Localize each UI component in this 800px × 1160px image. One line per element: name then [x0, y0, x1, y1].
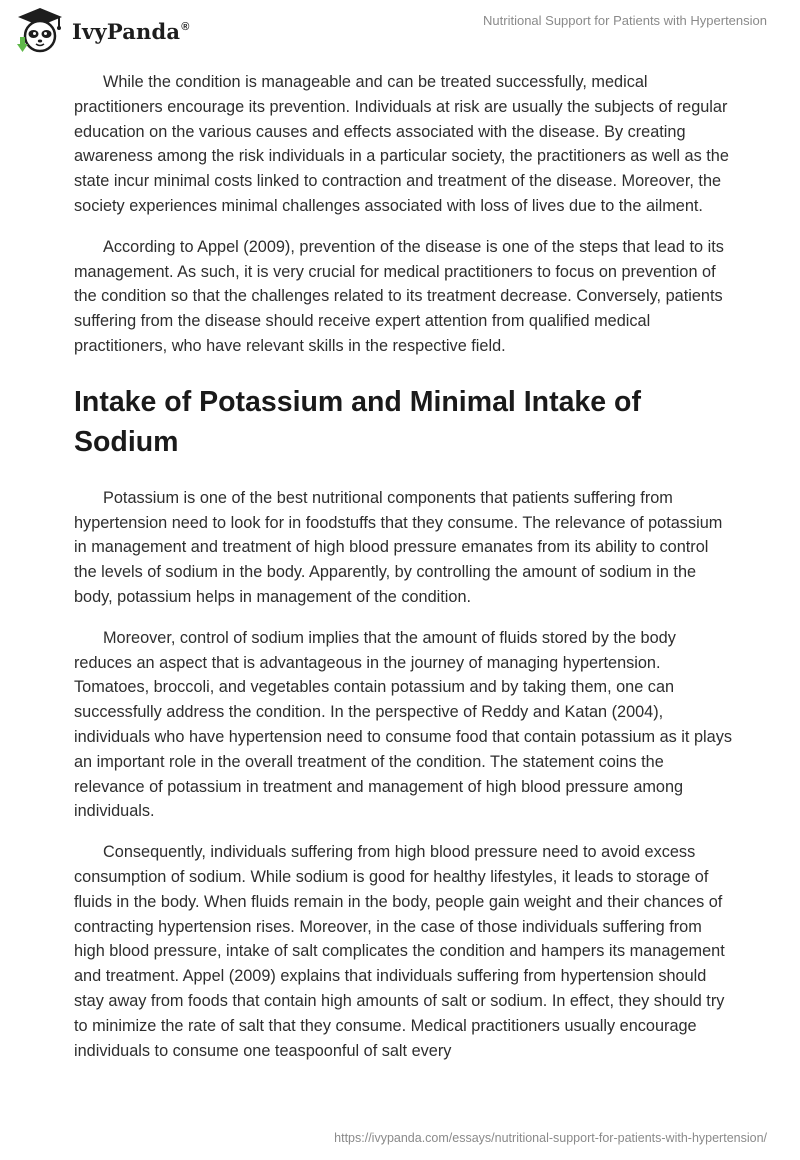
paragraph: Consequently, individuals suffering from high blood pressure need to avoid excess consumption of sodium. While sodium is good for healthy lifestyles, it leads to storage of fluids in the body. When fluids remain in the body, people gain weight and their chances of contracting hypertension rises. Moreover, in the case of those individuals suffering from high blood pressure, intake of salt complicates the condition and hampers its management and treatment. Appel (2009) explains that individuals suffering from hypertension should stay away from foods that contain high amounts of salt or sodium. In effect, they should try to minimize the rate of salt that they consume. Medical practitioners usually encourage individuals to consume one teaspoonful of salt every — [74, 843, 725, 1060]
paragraph: According to Appel (2009), prevention of the disease is one of the steps that lead to its management. As such, it is very crucial for medical practitioners to focus on prevention of the condition so that the challenges related to its treatment decrease. Conversely, patients suffering from the disease should receive expert attention from qualified medical practitioners, who have relevant skills in the respective field. — [74, 237, 724, 355]
paragraph: Moreover, control of sodium implies that the amount of fluids stored by the body reduces an aspect that is advantageous in the journey of managing hypertension. Tomatoes, broccoli, and vegetables contain potassium and by taking them, one can successfully address the condition. In the perspective of Reddy and Katan (2004), individuals who have hypertension need to consume food that contain potassium as it plays an important role in the overall treatment of the condition. The statement coins the relevance of potassium in treatment and management of high blood pressure among individuals. — [74, 628, 732, 821]
panda-logo-icon — [14, 6, 66, 56]
article-body — [74, 70, 734, 1079]
page-header — [0, 0, 800, 64]
document-title: Nutritional Support for Patients with Hypertension — [483, 13, 767, 28]
brand-logo[interactable] — [14, 6, 190, 56]
source-url[interactable]: https://ivypanda.com/essays/nutritional-support-for-patients-with-hypertension/ — [334, 1131, 767, 1145]
section-heading: Intake of Potassium and Minimal Intake of Sodium — [74, 385, 641, 458]
paragraph: While the condition is manageable and can be treated successfully, medical practitioners encourage its prevention. Individuals at risk are usually the subjects of regular education on the various causes and effects associated with the disease. By creating awareness among the risk individuals in a particular society, the practitioners as well as the state incur minimal costs linked to contraction and treatment of the disease. Moreover, the society experiences minimal challenges associated with loss of lives due to the ailment. — [74, 73, 729, 215]
paragraph: Potassium is one of the best nutritional components that patients suffering from hypertension need to look for in foodstuffs that they consume. The relevance of potassium in management and treatment of high blood pressure emanates from its ability to control the levels of sodium in the body. Apparently, by controlling the amount of sodium in the body, potassium helps in management of the condition. — [74, 488, 723, 606]
brand-name: IvyPanda® — [72, 18, 190, 44]
